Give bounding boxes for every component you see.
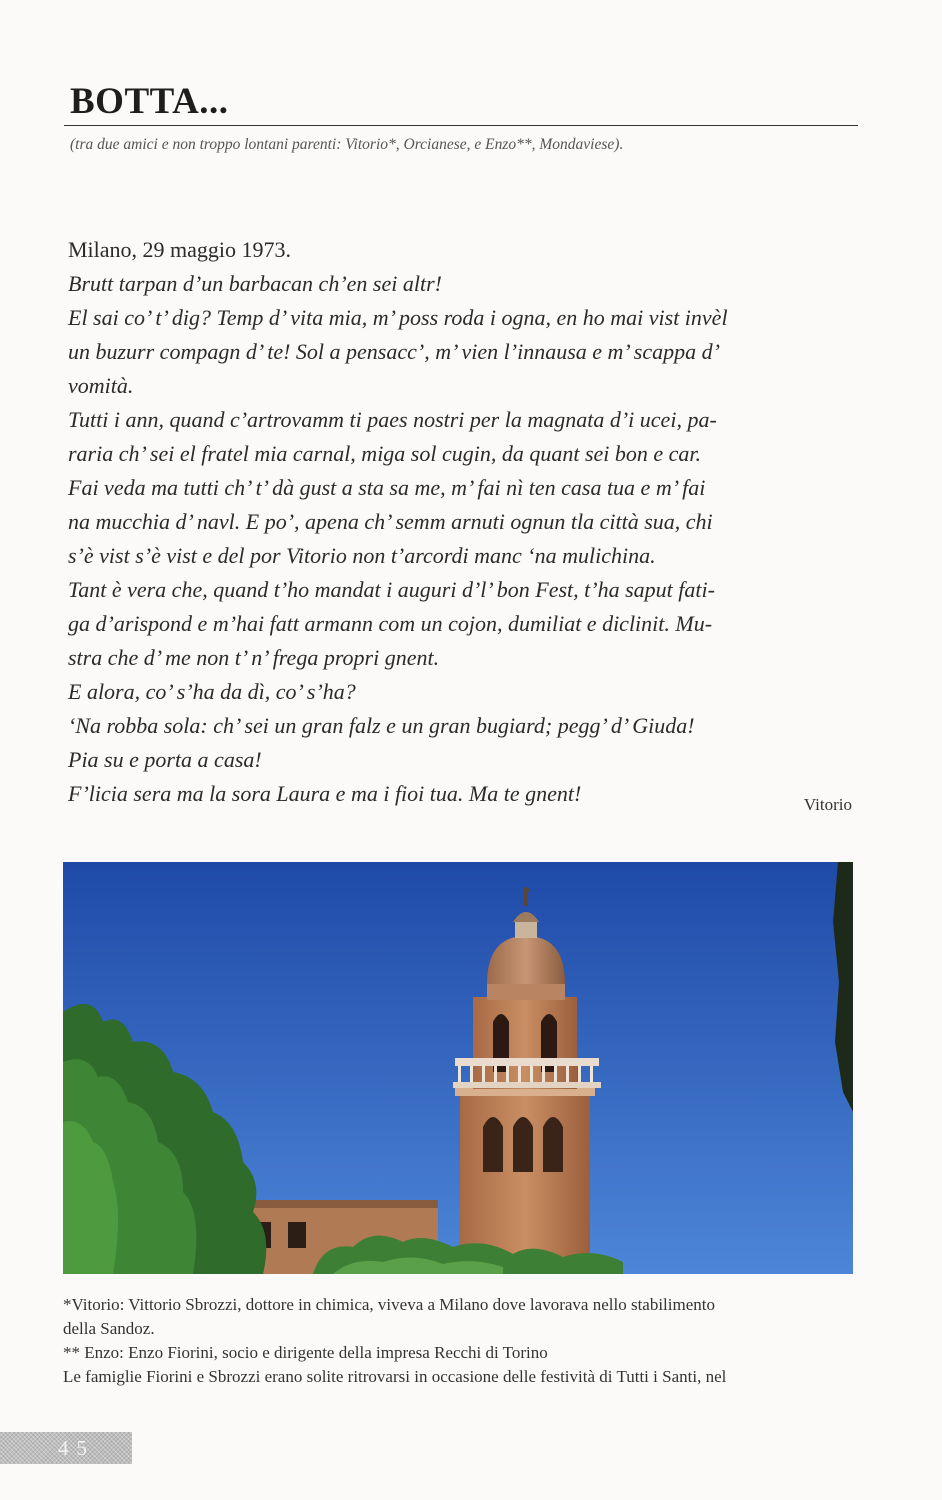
page-number: 45 xyxy=(58,1436,95,1460)
letter-line: Brutt tarpan d’un barbacan ch’en sei altr! xyxy=(68,271,442,296)
footnote-line: *Vitorio: Vittorio Sbrozzi, dottore in chimica, viveva a Milano dove lavorava nello stabilimento xyxy=(63,1295,715,1314)
letter-line: vomità. xyxy=(68,373,134,398)
letter-line: s’è vist s’è vist e del por Vitorio non t’arcordi manc ‘na mulichina. xyxy=(68,543,656,568)
title-divider xyxy=(64,125,858,126)
footnote-line: della Sandoz. xyxy=(63,1319,155,1338)
letter-line: ‘Na robba sola: ch’ sei un gran falz e un gran bugiard; pegg’ d’ Giuda! xyxy=(68,713,695,738)
letter-line: ga d’arispond e m’hai fatt armann com un cojon, dumiliat e diclinit. Mu- xyxy=(68,611,713,636)
letter-line: raria ch’ sei el fratel mia carnal, miga sol cugin, da quant sei bon e car. xyxy=(68,441,702,466)
footnote-line: Le famiglie Fiorini e Sbrozzi erano solite ritrovarsi in occasione delle festività di Tutti i Santi, nel xyxy=(63,1367,727,1386)
footnote-line: ** Enzo: Enzo Fiorini, socio e dirigente della impresa Recchi di Torino xyxy=(63,1343,548,1362)
page-subtitle: (tra due amici e non troppo lontani parenti: Vitorio*, Orcianese, e Enzo**, Mondaviese). xyxy=(70,136,624,153)
footnotes xyxy=(63,1293,863,1389)
letter-line: na mucchia d’ navl. E po’, apena ch’ semm arnuti ognun tla città sua, chi xyxy=(68,509,713,534)
letter-line: F’licia sera ma la sora Laura e ma i fioi tua. Ma te gnent! xyxy=(68,781,582,806)
bell-tower-photo xyxy=(63,862,853,1274)
letter-line: un buzurr compagn d’ te! Sol a pensacc’, m’ vien l’innausa e m’ scappa d’ xyxy=(68,339,720,364)
letter-line: Tutti i ann, quand c’artrovamm ti paes nostri per la magnata d’i ucei, pa- xyxy=(68,407,717,432)
letter-line: stra che d’ me non t’ n’ frega propri gnent. xyxy=(68,645,440,670)
bell-tower-illustration xyxy=(63,862,853,1274)
letter-text xyxy=(68,233,854,811)
letter-line: Pia su e porta a casa! xyxy=(68,747,262,772)
letter-line: Tant è vera che, quand t’ho mandat i auguri d’l’ bon Fest, t’ha saput fati- xyxy=(68,577,715,602)
page-title: BOTTA... xyxy=(70,81,229,122)
letter-signature: Vitorio xyxy=(803,795,852,814)
letter-line: El sai co’ t’ dig? Temp d’ vita mia, m’ poss roda i ogna, en ho mai vist invèl xyxy=(68,305,728,330)
letter-date: Milano, 29 maggio 1973. xyxy=(68,237,292,262)
letter-line: E alora, co’ s’ha da dì, co’ s’ha? xyxy=(68,679,356,704)
letter-line: Fai veda ma tutti ch’ t’ dà gust a sta sa me, m’ fai nì ten casa tua e m’ fai xyxy=(68,475,706,500)
